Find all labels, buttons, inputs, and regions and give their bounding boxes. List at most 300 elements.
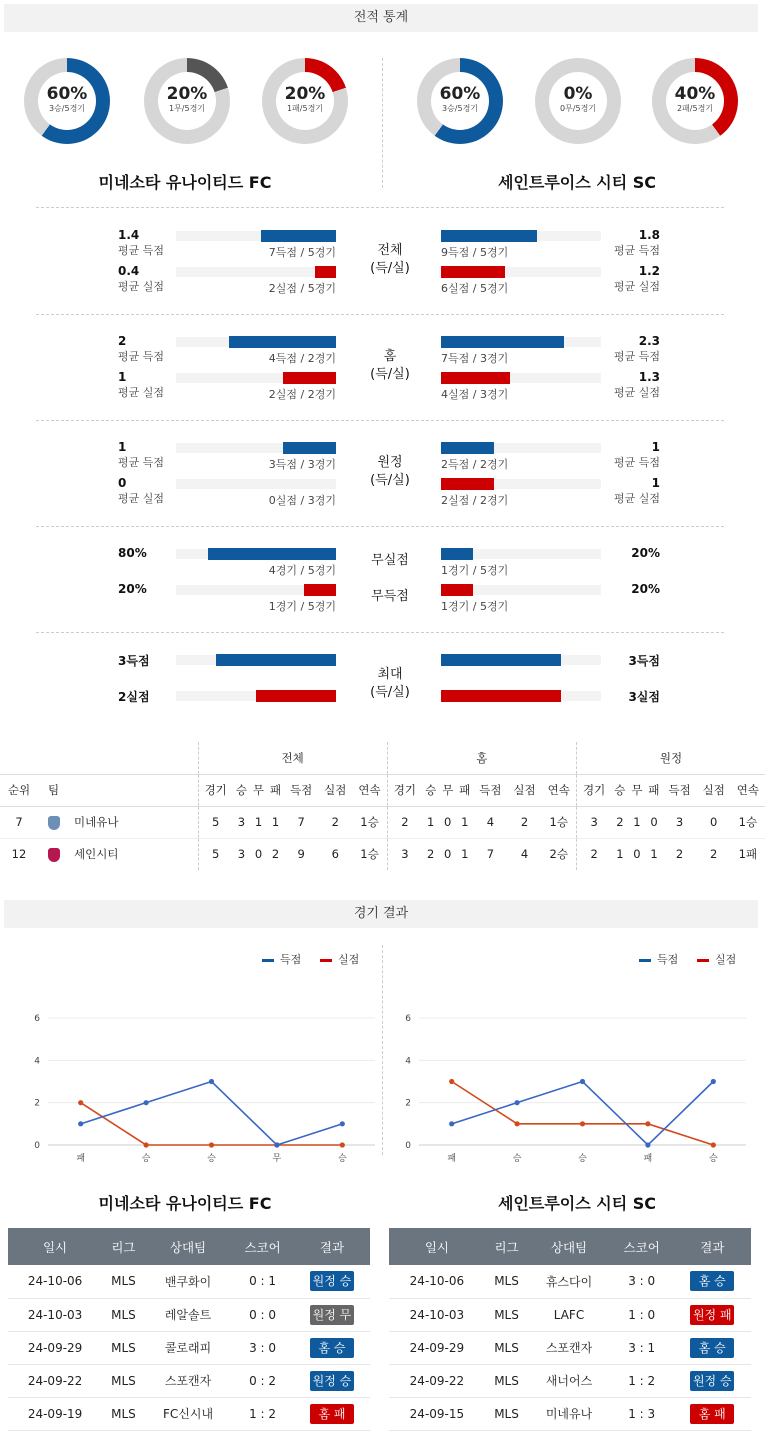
x-tick-label: 승 — [578, 1154, 587, 1164]
x-tick-label: 승 — [207, 1154, 216, 1164]
match-league: MLS — [485, 1265, 528, 1298]
standings-col: 득점 — [663, 774, 697, 806]
standings-cell: 0 — [645, 806, 662, 838]
standings-cell: 3 — [237, 847, 246, 862]
y-tick-label: 6 — [405, 1014, 411, 1024]
away-stat-caption: 7득점 / 3경기 — [441, 352, 509, 365]
results-header-row — [8, 1228, 370, 1265]
home-stat-bar — [304, 584, 336, 596]
x-tick-label: 승 — [512, 1154, 522, 1164]
standings-table — [0, 742, 765, 870]
home-stat-label: 평균 실점 — [118, 492, 165, 505]
standings-cell: 7 — [486, 847, 495, 862]
standings-cell: 2 — [426, 847, 435, 862]
away-stat-value: 1.8 — [638, 228, 660, 242]
match-opponent: 레알솔트 — [145, 1298, 232, 1331]
away-stat-value: 3실점 — [628, 690, 660, 704]
stat-group-label: (득/실) — [370, 261, 410, 276]
standings-col: 무 — [250, 774, 267, 806]
standings-col: 연속 — [542, 774, 577, 806]
stat-group-label: 원정 — [377, 455, 403, 470]
results-col-header: 상대팀 — [528, 1228, 610, 1265]
stat-group-label: 홈 — [383, 349, 397, 364]
series-point — [515, 1121, 520, 1126]
legend-conceded: 실점 — [320, 951, 359, 967]
match-league: MLS — [102, 1331, 145, 1364]
x-tick-label: 승 — [337, 1154, 347, 1164]
away-stat-bar — [441, 266, 505, 278]
donut-center — [666, 72, 724, 130]
away-stat-value: 3득점 — [628, 654, 660, 668]
match-league: MLS — [485, 1364, 528, 1397]
home-stat-bar — [315, 266, 336, 278]
donut-percent: 0% — [563, 84, 593, 104]
team-logo-icon — [48, 848, 60, 862]
stat-group-label: (득/실) — [370, 473, 410, 488]
x-tick-label: 패 — [447, 1154, 457, 1164]
match-score: 1 : 3 — [610, 1397, 674, 1430]
standings-cell: 0 — [254, 847, 263, 862]
away-results-table — [389, 1228, 751, 1431]
series-point — [711, 1142, 716, 1147]
results-row — [389, 1265, 751, 1298]
stat-group-label: (득/실) — [370, 685, 410, 700]
standings-cell: 5 — [198, 838, 233, 870]
standings-cell: 6 — [331, 847, 339, 862]
standings-cell: 1 — [461, 847, 469, 862]
match-result-cell — [294, 1397, 370, 1430]
result-badge: 홈 패 — [690, 1404, 734, 1424]
home-stat-value: 80% — [118, 546, 147, 560]
standings-cell: 2 — [318, 806, 352, 838]
series-point — [209, 1142, 214, 1147]
standings-cell: 1승 — [360, 847, 379, 862]
away-stat-bar — [441, 442, 494, 454]
home-stat-bar — [283, 442, 336, 454]
series-point — [645, 1121, 650, 1126]
series-line-득점 — [452, 1082, 714, 1146]
series-point — [144, 1142, 149, 1147]
series-point — [711, 1079, 716, 1084]
away-stat-caption: 4실점 / 3경기 — [441, 388, 509, 401]
stat-group-label: (득/실) — [370, 367, 410, 382]
home-team-name: 미네소타 유나이티드 FC — [98, 1194, 272, 1213]
match-result-cell — [294, 1298, 370, 1331]
standings-cell: 2 — [507, 806, 541, 838]
series-line-실점 — [452, 1082, 714, 1146]
y-tick-label: 4 — [405, 1056, 411, 1067]
standings-col: 팀 — [38, 774, 198, 806]
away-stat-label: 평균 득점 — [613, 244, 660, 257]
donut-caption: 1무/5경기 — [168, 104, 206, 113]
standings-col: 순위 — [0, 774, 38, 806]
results-row — [8, 1364, 370, 1397]
donut-center — [431, 72, 489, 130]
team-cell — [38, 838, 198, 870]
standings-cell: 2 — [710, 847, 718, 862]
standings-cell: 1승 — [542, 806, 577, 838]
series-point — [580, 1121, 585, 1126]
series-point — [78, 1100, 83, 1105]
match-result-cell — [674, 1298, 751, 1331]
match-result-cell — [674, 1397, 751, 1430]
home-stat-value: 0 — [118, 476, 127, 490]
home-stat-label: 평균 실점 — [118, 280, 165, 293]
away-team-name: 세인트루이스 시티 SC — [497, 1194, 657, 1213]
away-stat-label: 평균 실점 — [613, 280, 660, 293]
away-stat-caption: 6실점 / 5경기 — [441, 282, 509, 295]
match-opponent: 스포캔자 — [528, 1331, 610, 1364]
stat-group-label: 무실점 — [371, 553, 409, 568]
away-donut-2 — [652, 58, 738, 144]
divider — [36, 632, 724, 633]
series-point — [645, 1142, 650, 1147]
match-result-cell — [294, 1331, 370, 1364]
match-score: 1 : 2 — [231, 1397, 294, 1430]
divider — [382, 945, 383, 1155]
home-donut-2 — [262, 58, 348, 144]
match-result-cell — [294, 1265, 370, 1298]
donut-caption: 2패/5경기 — [676, 104, 714, 113]
match-result-cell — [674, 1364, 751, 1397]
standings-cell: 1 — [650, 847, 658, 862]
match-league: MLS — [102, 1397, 145, 1430]
standings-cell: 3 — [576, 806, 611, 838]
divider — [36, 314, 724, 315]
match-league: MLS — [102, 1364, 145, 1397]
standings-cell: 1 — [422, 806, 439, 838]
results-row — [8, 1265, 370, 1298]
standings-cell: 4 — [473, 806, 507, 838]
standings-cell: 0 — [444, 847, 452, 862]
standings-cell: 1 — [616, 847, 624, 862]
legend-scored: 득점 — [639, 951, 678, 967]
match-date: 24-09-15 — [389, 1397, 485, 1430]
away-stat-caption: 9득점 / 5경기 — [441, 246, 509, 259]
standings-col: 승 — [233, 774, 250, 806]
donut-center — [38, 72, 96, 130]
home-stat-label: 평균 득점 — [118, 350, 165, 363]
match-league: MLS — [102, 1298, 145, 1331]
away-stat-value: 1 — [651, 440, 660, 454]
result-badge: 원정 승 — [690, 1371, 734, 1391]
home-results-chart — [0, 1000, 380, 1170]
stats-section-title: 전적 통계 — [4, 4, 758, 32]
results-header-row — [389, 1228, 751, 1265]
series-point — [144, 1100, 149, 1105]
standings-col: 경기 — [576, 774, 611, 806]
results-row — [389, 1331, 751, 1364]
away-stat-label: 평균 실점 — [613, 492, 660, 505]
results-row — [8, 1331, 370, 1364]
team-rank: 7 — [0, 806, 38, 838]
donut-percent: 20% — [166, 84, 208, 104]
results-col-header: 일시 — [389, 1228, 485, 1265]
stat-group-label: 전체 — [377, 243, 403, 258]
y-tick-label: 2 — [405, 1098, 411, 1109]
standings-cell: 9 — [297, 847, 305, 862]
away-stat-bar — [441, 478, 494, 490]
home-stat-caption: 7득점 / 5경기 — [268, 246, 336, 259]
divider — [36, 420, 724, 421]
match-score: 0 : 2 — [231, 1364, 294, 1397]
stat-track — [176, 479, 336, 489]
standings-col: 실점 — [318, 774, 352, 806]
standings-cell: 3 — [663, 806, 697, 838]
home-stat-bar — [283, 372, 336, 384]
home-stat-bar — [229, 336, 336, 348]
away-stat-value: 20% — [631, 546, 660, 560]
home-stat-value: 2 — [118, 334, 127, 348]
donut-percent: 20% — [284, 84, 326, 104]
results-col-header: 결과 — [294, 1228, 370, 1265]
blank-cell — [38, 742, 198, 774]
match-score: 1 : 2 — [610, 1364, 674, 1397]
results-col-header: 일시 — [8, 1228, 102, 1265]
match-result-cell — [294, 1364, 370, 1397]
away-stat-bar — [441, 654, 561, 666]
standings-col: 승 — [611, 774, 628, 806]
home-stat-caption: 4경기 / 5경기 — [268, 564, 336, 577]
away-stat-value: 2.3 — [638, 334, 660, 348]
standings-cell: 1 — [456, 806, 473, 838]
series-point — [515, 1100, 520, 1105]
results-col-header: 리그 — [485, 1228, 528, 1265]
standings-cell: 2 — [675, 847, 684, 862]
match-league: MLS — [485, 1397, 528, 1430]
away-stat-label: 평균 득점 — [613, 456, 660, 469]
standings-header-row — [0, 774, 765, 806]
match-date: 24-09-29 — [389, 1331, 485, 1364]
y-tick-label: 0 — [34, 1141, 40, 1151]
y-tick-label: 6 — [34, 1014, 40, 1024]
home-stat-caption: 3득점 / 3경기 — [268, 458, 336, 471]
x-tick-label: 무 — [272, 1154, 282, 1164]
team-name: 세인시티 — [74, 847, 119, 862]
standings-group: 홈 — [387, 742, 576, 774]
results-row — [389, 1298, 751, 1331]
donut-caption: 1패/5경기 — [286, 104, 324, 113]
home-stat-caption: 2실점 / 2경기 — [268, 388, 336, 401]
match-date: 24-09-19 — [8, 1397, 102, 1430]
y-tick-label: 0 — [405, 1141, 411, 1151]
standings-col: 패 — [267, 774, 284, 806]
home-stat-bar — [208, 548, 336, 560]
standings-cell: 3 — [233, 806, 250, 838]
match-result-cell — [674, 1265, 751, 1298]
away-team-name: 세인트루이스 시티 SC — [497, 173, 657, 192]
match-opponent: 콜로래피 — [145, 1331, 232, 1364]
standings-col: 연속 — [352, 774, 387, 806]
away-stat-caption: 2득점 / 2경기 — [441, 458, 509, 471]
donut-caption: 3승/5경기 — [441, 104, 479, 113]
match-opponent: LAFC — [528, 1298, 610, 1331]
result-badge: 원정 무 — [310, 1305, 354, 1325]
home-team-name: 미네소타 유나이티드 FC — [98, 173, 272, 192]
results-row — [8, 1298, 370, 1331]
home-stat-label: 평균 실점 — [118, 386, 165, 399]
standings-col: 패 — [645, 774, 662, 806]
home-stat-value: 20% — [118, 582, 147, 596]
away-stat-bar — [441, 372, 510, 384]
match-score: 0 : 1 — [231, 1265, 294, 1298]
away-stat-bar — [441, 690, 561, 702]
away-donut-1 — [535, 58, 621, 144]
standings-row — [0, 838, 765, 870]
standings-col: 실점 — [697, 774, 731, 806]
away-stat-value: 20% — [631, 582, 660, 596]
standings-col: 득점 — [473, 774, 507, 806]
donut-center — [276, 72, 334, 130]
standings-cell: 1 — [250, 806, 267, 838]
results-row — [389, 1364, 751, 1397]
stat-track — [176, 267, 336, 277]
result-badge: 원정 승 — [310, 1271, 354, 1291]
away-stat-bar — [441, 584, 473, 596]
results-col-header: 리그 — [102, 1228, 145, 1265]
x-tick-label: 승 — [708, 1154, 718, 1164]
away-donut-0 — [417, 58, 503, 144]
standings-cell: 2 — [387, 806, 422, 838]
series-point — [580, 1079, 585, 1084]
results-row — [8, 1397, 370, 1430]
divider — [382, 58, 383, 188]
standings-cell: 3 — [387, 838, 422, 870]
standings-cell: 0 — [633, 847, 641, 862]
standings-cell: 1 — [267, 806, 284, 838]
results-col-header: 스코어 — [610, 1228, 674, 1265]
standings-col: 무 — [439, 774, 456, 806]
home-stat-caption: 2실점 / 5경기 — [268, 282, 336, 295]
blank-cell — [0, 742, 38, 774]
standings-col: 경기 — [387, 774, 422, 806]
series-point — [78, 1121, 83, 1126]
standings-col: 패 — [456, 774, 473, 806]
stat-group-label: 최대 — [377, 667, 403, 682]
home-stat-bar — [256, 690, 336, 702]
standings-cell: 2 — [611, 806, 628, 838]
home-stat-value: 1.4 — [118, 228, 140, 242]
series-point — [449, 1121, 454, 1126]
team-cell — [38, 806, 198, 838]
match-date: 24-10-03 — [389, 1298, 485, 1331]
donut-percent: 60% — [439, 84, 481, 104]
home-stat-value: 2실점 — [118, 690, 150, 704]
series-line-득점 — [81, 1082, 343, 1146]
team-rank: 12 — [11, 847, 27, 862]
standings-col: 승 — [422, 774, 439, 806]
series-point — [340, 1142, 345, 1147]
results-section-title: 경기 결과 — [4, 900, 758, 928]
standings-col: 무 — [628, 774, 645, 806]
home-stat-value: 3득점 — [118, 654, 150, 668]
standings-cell: 4 — [520, 847, 529, 862]
away-results-chart — [382, 1000, 762, 1170]
standings-col: 실점 — [507, 774, 541, 806]
team-logo-icon — [48, 816, 60, 830]
match-score: 1 : 0 — [610, 1298, 674, 1331]
donut-caption: 3승/5경기 — [48, 104, 86, 113]
series-point — [209, 1079, 214, 1084]
standings-group: 원정 — [576, 742, 765, 774]
standings-cell: 1승 — [352, 806, 387, 838]
match-opponent: 휴스다이 — [528, 1265, 610, 1298]
standings-row — [0, 806, 765, 838]
away-stat-caption: 1경기 / 5경기 — [441, 600, 509, 613]
away-stat-value: 1.2 — [638, 264, 660, 278]
standings-group: 전체 — [198, 742, 387, 774]
match-opponent: 새너어스 — [528, 1364, 610, 1397]
away-stat-bar — [441, 336, 564, 348]
match-opponent: 스포캔자 — [145, 1364, 232, 1397]
results-col-header: 결과 — [674, 1228, 751, 1265]
series-line-실점 — [81, 1103, 343, 1145]
standings-cell: 1패 — [738, 847, 758, 862]
standings-cell: 0 — [697, 806, 731, 838]
home-donut-0 — [24, 58, 110, 144]
legend-scored: 득점 — [262, 951, 301, 967]
match-date: 24-10-03 — [8, 1298, 102, 1331]
away-stat-caption: 2실점 / 2경기 — [441, 494, 509, 507]
home-stat-caption: 0실점 / 3경기 — [268, 494, 336, 507]
divider — [36, 207, 724, 208]
away-stat-value: 1.3 — [638, 370, 660, 384]
match-date: 24-10-06 — [8, 1265, 102, 1298]
match-score: 0 : 0 — [231, 1298, 294, 1331]
series-point — [340, 1121, 345, 1126]
standings-col: 연속 — [731, 774, 765, 806]
result-badge: 원정 승 — [310, 1371, 354, 1391]
result-badge: 홈 승 — [690, 1271, 734, 1291]
standings-cell: 2 — [576, 838, 611, 870]
result-badge: 홈 승 — [310, 1338, 354, 1358]
series-point — [449, 1079, 454, 1084]
donut-center — [549, 72, 607, 130]
standings-cell: 7 — [284, 806, 318, 838]
away-stat-caption: 1경기 / 5경기 — [441, 564, 509, 577]
home-results-table — [8, 1228, 370, 1431]
standings-cell: 5 — [198, 806, 233, 838]
y-tick-label: 4 — [34, 1056, 40, 1067]
match-date: 24-09-22 — [8, 1364, 102, 1397]
results-col-header: 스코어 — [231, 1228, 294, 1265]
team-name: 미네유나 — [74, 815, 119, 829]
home-stat-bar — [216, 654, 336, 666]
away-stat-value: 1 — [651, 476, 660, 490]
match-date: 24-09-22 — [389, 1364, 485, 1397]
away-stat-label: 평균 실점 — [613, 386, 660, 399]
standings-cell: 1 — [628, 806, 645, 838]
x-tick-label: 패 — [76, 1154, 86, 1164]
donut-center — [158, 72, 216, 130]
result-badge: 원정 패 — [690, 1305, 734, 1325]
away-stat-label: 평균 득점 — [613, 350, 660, 363]
donut-percent: 60% — [46, 84, 88, 104]
standings-col: 득점 — [284, 774, 318, 806]
match-league: MLS — [485, 1331, 528, 1364]
donut-caption: 0무/5경기 — [559, 104, 597, 113]
divider — [36, 526, 724, 527]
x-tick-label: 패 — [643, 1154, 653, 1164]
standings-group-row — [0, 742, 765, 774]
home-stat-bar — [261, 230, 336, 242]
standings-cell: 1승 — [731, 806, 765, 838]
match-league: MLS — [485, 1298, 528, 1331]
standings-cell: 0 — [439, 806, 456, 838]
stat-group-label: 무득점 — [371, 589, 409, 604]
home-stat-caption: 4득점 / 2경기 — [268, 352, 336, 365]
x-tick-label: 승 — [141, 1154, 151, 1164]
